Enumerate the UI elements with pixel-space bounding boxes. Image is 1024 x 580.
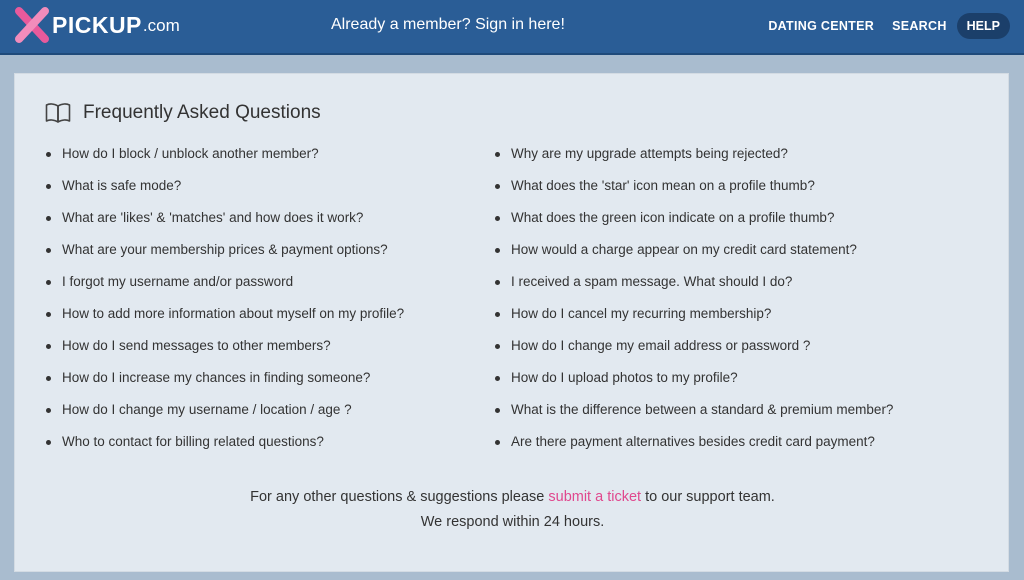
list-item <box>46 400 404 432</box>
bullet-dot <box>46 216 51 221</box>
bullet-dot <box>46 184 51 189</box>
open-book-icon <box>45 102 71 124</box>
faq-question-link[interactable]: How do I send messages to other members? <box>62 338 331 353</box>
faq-question-link[interactable]: What does the green icon indicate on a profile thumb? <box>511 210 835 225</box>
list-item <box>495 304 893 336</box>
nav-help-button[interactable]: HELP <box>957 13 1010 39</box>
sign-in-link[interactable]: Already a member? Sign in here! <box>331 16 565 33</box>
list-item <box>495 240 893 272</box>
bullet-dot <box>46 376 51 381</box>
faq-question-link[interactable]: What are 'likes' & 'matches' and how does it work? <box>62 210 364 225</box>
list-item <box>495 144 893 176</box>
faq-question-link[interactable]: What are your membership prices & payment options? <box>62 242 388 257</box>
faq-panel <box>14 73 1009 572</box>
faq-list-left <box>46 144 404 464</box>
logo-x-icon <box>14 7 50 43</box>
list-item <box>495 368 893 400</box>
faq-question-link[interactable]: How do I cancel my recurring membership? <box>511 306 772 321</box>
faq-question-link[interactable]: Why are my upgrade attempts being rejected? <box>511 146 788 161</box>
site-logo[interactable] <box>14 6 180 44</box>
faq-question-link[interactable]: How would a charge appear on my credit card statement? <box>511 242 857 257</box>
bullet-dot <box>46 312 51 317</box>
faq-question-link[interactable]: How do I upload photos to my profile? <box>511 370 738 385</box>
faq-question-link[interactable]: How to add more information about myself on my profile? <box>62 306 405 321</box>
bullet-dot <box>495 376 500 381</box>
nav-search[interactable]: SEARCH <box>892 19 947 33</box>
list-item <box>46 368 404 400</box>
submit-ticket-link[interactable]: submit a ticket <box>548 489 642 505</box>
faq-question-link[interactable]: I forgot my username and/or password <box>62 274 294 289</box>
faq-question-link[interactable]: How do I change my email address or password ? <box>511 338 811 353</box>
bullet-dot <box>495 248 500 253</box>
logo-domain: .com <box>142 16 180 35</box>
bullet-dot <box>46 280 51 285</box>
list-item <box>46 272 404 304</box>
faq-question-link[interactable]: Are there payment alternatives besides credit card payment? <box>511 434 875 449</box>
faq-question-link[interactable]: How do I increase my chances in finding someone? <box>62 370 371 385</box>
bullet-dot <box>46 152 51 157</box>
bullet-dot <box>495 312 500 317</box>
list-item <box>46 208 404 240</box>
support-line-1 <box>15 485 1010 510</box>
list-item <box>495 272 893 304</box>
list-item <box>495 400 893 432</box>
bullet-dot <box>495 216 500 221</box>
faq-header <box>45 102 321 124</box>
support-text-before: For any other questions & suggestions please <box>250 489 549 505</box>
bullet-dot <box>495 344 500 349</box>
bullet-dot <box>46 408 51 413</box>
list-item <box>46 432 404 464</box>
top-navigation-bar <box>0 0 1024 55</box>
logo-text: PICKUP <box>52 12 142 38</box>
bullet-dot <box>46 440 51 445</box>
faq-question-link[interactable]: I received a spam message. What should I do? <box>511 274 793 289</box>
faq-list-right <box>495 144 893 464</box>
faq-question-link[interactable]: How do I change my username / location / age ? <box>62 402 352 417</box>
bullet-dot <box>46 248 51 253</box>
bullet-dot <box>495 280 500 285</box>
list-item <box>46 176 404 208</box>
bullet-dot <box>495 440 500 445</box>
faq-question-link[interactable]: What is the difference between a standard & premium member? <box>511 402 894 417</box>
nav-dating-center[interactable]: DATING CENTER <box>768 19 875 33</box>
support-text-after: to our support team. <box>641 489 775 505</box>
faq-question-link[interactable]: What is safe mode? <box>62 178 182 193</box>
list-item <box>495 432 893 464</box>
list-item <box>46 144 404 176</box>
bullet-dot <box>495 408 500 413</box>
list-item <box>495 208 893 240</box>
list-item <box>495 176 893 208</box>
list-item <box>46 336 404 368</box>
faq-question-link[interactable]: Who to contact for billing related questions? <box>62 434 324 449</box>
list-item <box>495 336 893 368</box>
page-title: Frequently Asked Questions <box>83 102 321 123</box>
bullet-dot <box>495 184 500 189</box>
list-item <box>46 304 404 336</box>
main-nav <box>750 13 1010 39</box>
support-note <box>15 485 1010 535</box>
list-item <box>46 240 404 272</box>
faq-question-link[interactable]: What does the 'star' icon mean on a profile thumb? <box>511 178 815 193</box>
faq-question-link[interactable]: How do I block / unblock another member? <box>62 146 319 161</box>
bullet-dot <box>495 152 500 157</box>
support-line-2: We respond within 24 hours. <box>420 514 605 530</box>
bullet-dot <box>46 344 51 349</box>
